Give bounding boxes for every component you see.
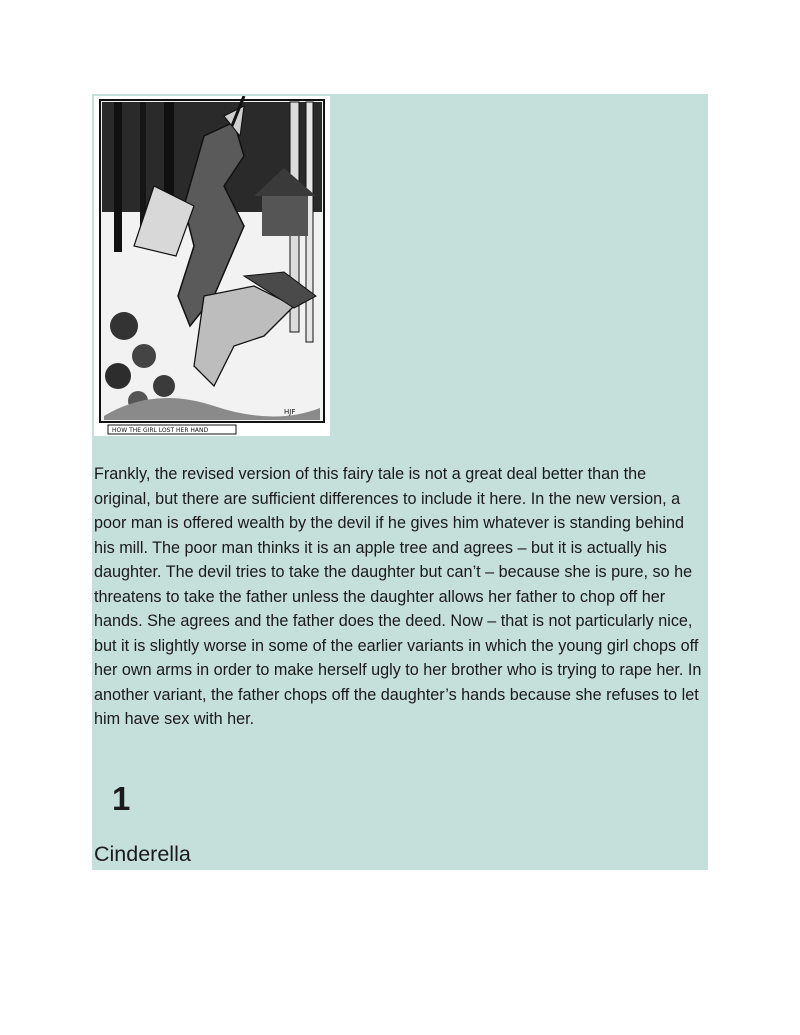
svg-text:HJF: HJF xyxy=(284,408,296,416)
engraving-illustration xyxy=(94,96,330,436)
list-item-number: 1 xyxy=(112,780,131,817)
list-item-title: Cinderella xyxy=(94,842,191,866)
illustration-drawing xyxy=(94,96,330,436)
body-paragraph: Frankly, the revised version of this fairy tale is not a great deal better than the original, but there are sufficient differences to include it here. In the new version, a poor man is offered wealth by the devil if he gives him whatever is standing behind his mill. The poor man thinks it is an apple tree and agrees – but it is actually his daughter. The devil tries to take the daughter but can’t – because she is pure, so he threatens to take the father unless the daughter allows her father to chop off her hands. She agrees and the father does the deed. Now – that is not particularly nice, but it is slightly worse in some of the earlier variants in which the young girl chops off her own arms in order to make herself ugly to her brother who is trying to rape her. In another variant, the father chops off the daughter’s hands because she refuses to let him have sex with her. xyxy=(94,465,702,728)
illustration-caption: HOW THE GIRL LOST HER HAND xyxy=(112,427,209,434)
content-block xyxy=(92,94,708,870)
